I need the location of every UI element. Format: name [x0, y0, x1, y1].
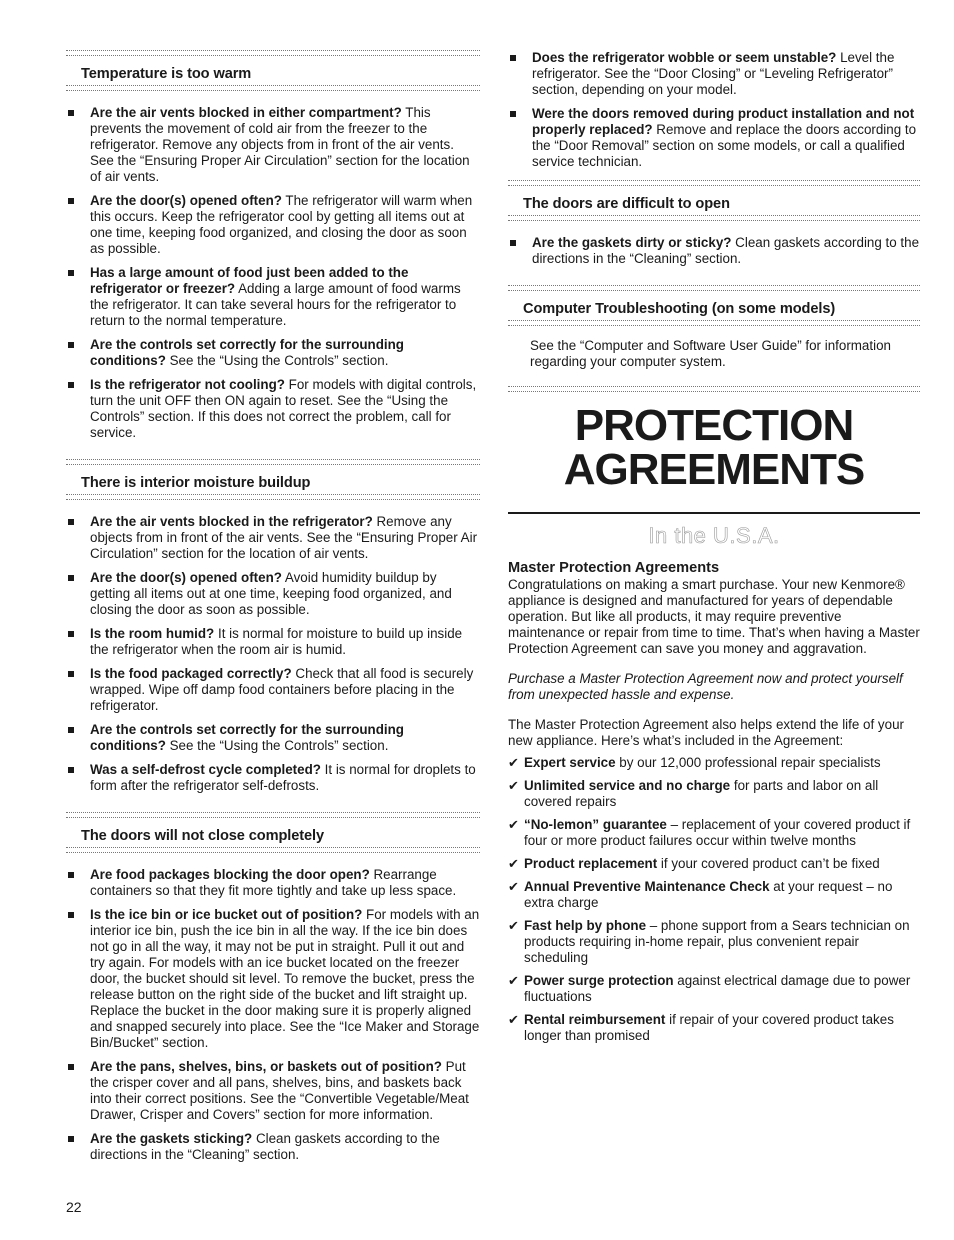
list-item: Has a large amount of food just been added to the refrigerator or freezer? Adding a large amount of food warms the refrigerator. It can take several hours for the refrigerator to return to the normal temperature.	[66, 265, 480, 329]
list-item: Are the air vents blocked in either compartment? This prevents the movement of cold air from the freezer to the refrigerator. Remove any objects from in front of the air vents. See the “Ensuring Proper Air Circulation” section for the location of air vents.	[66, 105, 480, 185]
benefit-list	[508, 755, 920, 1044]
section-heading: Computer Troubleshooting (on some models)	[523, 301, 836, 317]
check-icon: ✔	[508, 879, 519, 894]
list-item: Are food packages blocking the door open? Rearrange containers so that they fit more tightly and take up less space.	[66, 867, 480, 899]
check-icon: ✔	[508, 856, 519, 871]
list-item: Are the door(s) opened often? The refrigerator will warm when this occurs. Keep the refrigerator cool by getting all items out at one time, keeping food organized, and closing the door as soon as possible.	[66, 193, 480, 257]
section-rule	[508, 386, 920, 392]
section-moisture	[66, 459, 480, 812]
title-rule	[508, 512, 920, 514]
list-item: Are the pans, shelves, bins, or baskets out of position? Put the crisper cover and all pans, shelves, bins, and baskets back into their correct positions. See the “Convertible Vegetable/Meat Drawer, Crisper and Covers” section for more information.	[66, 1059, 480, 1123]
intro-paragraph: Congratulations on making a smart purchase. Your new Kenmore® appliance is designed and manufactured for years of dependable operation. But like all products, it may require preventive maintenance or repair from time to time. That’s when having a Master Protection Agreement can save you money and aggravation.	[508, 577, 920, 656]
bullet-list	[508, 50, 920, 170]
section-text: See the “Computer and Software User Guide” for information regarding your computer system.	[530, 338, 891, 369]
lead-paragraph: The Master Protection Agreement also helps extend the life of your new appliance. Here’s what’s included in the Agreement:	[508, 717, 904, 748]
list-item: Is the ice bin or ice bucket out of position? For models with an interior ice bin, push the ice bin in all the way. If the ice bin does not go in all the way, it may not be put in straight. Pull it out and try again. For models with an ice bucket located on the freezer door, the bucket should sit level. To remove the bucket, press the release button on the right side of the bucket and lift straight up. Replace the bucket in the door making sure it is properly aligned and snapped securely into place. See the “Ice Maker and Storage Bin/Bucket” section.	[66, 907, 480, 1051]
protection-agreements	[508, 401, 920, 1044]
benefit-item: ✔ Annual Preventive Maintenance Check at your request – no extra charge	[508, 879, 893, 910]
check-icon: ✔	[508, 778, 519, 793]
section-heading: There is interior moisture buildup	[81, 475, 311, 491]
left-column	[66, 50, 480, 1181]
check-icon: ✔	[508, 817, 519, 832]
section-heading: Temperature is too warm	[81, 66, 252, 82]
bullet-list	[66, 105, 480, 441]
list-item: Are the controls set correctly for the surrounding conditions? See the “Using the Controls” section.	[66, 337, 480, 369]
benefit-item: ✔ Fast help by phone – phone support from a Sears technician on products requiring in-home repair, plus convenient repair scheduling	[508, 918, 910, 965]
list-item: Is the refrigerator not cooling? For models with digital controls, turn the unit OFF then ON again to reset. See the “Using the Controls” section. If this does not correct the problem, call for service.	[66, 377, 480, 441]
check-icon: ✔	[508, 973, 519, 988]
list-item: Are the controls set correctly for the surrounding conditions? See the “Using the Controls” section.	[66, 722, 480, 754]
list-item: Are the gaskets sticking? Clean gaskets according to the directions in the “Cleaning” section.	[66, 1131, 480, 1163]
list-item: Are the gaskets dirty or sticky? Clean gaskets according to the directions in the “Cleaning” section.	[508, 235, 920, 267]
region-heading: In the U.S.A.	[648, 523, 780, 548]
benefit-item: ✔ Expert service by our 12,000 professional repair specialists	[508, 755, 881, 770]
check-icon: ✔	[508, 1012, 519, 1027]
bullet-list	[66, 867, 480, 1163]
italic-paragraph: Purchase a Master Protection Agreement now and protect yourself from unexpected hassle and expense.	[508, 671, 903, 702]
list-item: Does the refrigerator wobble or seem unstable? Level the refrigerator. See the “Door Closing” or “Leveling Refrigerator” section, depending on your model.	[508, 50, 920, 98]
section-temperature	[66, 50, 480, 459]
page-title: PROTECTION AGREEMENTS	[563, 401, 865, 494]
page-number: 22	[66, 1199, 82, 1215]
subsection-heading: Master Protection Agreements	[508, 560, 720, 576]
section-computer	[508, 285, 920, 392]
list-item: Are the air vents blocked in the refrigerator? Remove any objects from in front of the air vents. See the “Ensuring Proper Air Circulation” section for the location of air vents.	[66, 514, 480, 562]
list-item: Was a self-defrost cycle completed? It is normal for droplets to form after the refrigerator self-defrosts.	[66, 762, 480, 794]
check-icon: ✔	[508, 918, 519, 933]
section-doors-close	[66, 812, 480, 1181]
bullet-list	[508, 235, 920, 267]
right-column	[508, 50, 920, 1051]
bullet-list	[66, 514, 480, 794]
section-heading: The doors are difficult to open	[523, 196, 730, 212]
list-item: Is the food packaged correctly? Check that all food is securely wrapped. Wipe off damp food containers before placing in the refrigerator.	[66, 666, 480, 714]
benefit-item: ✔ Rental reimbursement if repair of your covered product takes longer than promised	[508, 1012, 894, 1043]
list-item: Are the door(s) opened often? Avoid humidity buildup by getting all items out at one time, keeping food organized, and closing the door as soon as possible.	[66, 570, 480, 618]
check-icon: ✔	[508, 755, 519, 770]
list-item: Were the doors removed during product installation and not properly replaced? Remove and replace the doors according to the “Door Removal” section on some models, or call a qualified service technician.	[508, 106, 920, 170]
section-heading: The doors will not close completely	[81, 828, 325, 844]
benefit-item: ✔ Unlimited service and no charge for parts and labor on all covered repairs	[508, 778, 879, 809]
benefit-item: ✔ Power surge protection against electrical damage due to power fluctuations	[508, 973, 911, 1004]
list-item: Is the room humid? It is normal for moisture to build up inside the refrigerator when the room air is humid.	[66, 626, 480, 658]
benefit-item: ✔ Product replacement if your covered product can’t be fixed	[508, 856, 880, 871]
section-doors-difficult	[508, 180, 920, 285]
benefit-item: ✔ “No-lemon” guarantee – replacement of your covered product if four or more product failures occur within twelve months	[508, 817, 911, 848]
